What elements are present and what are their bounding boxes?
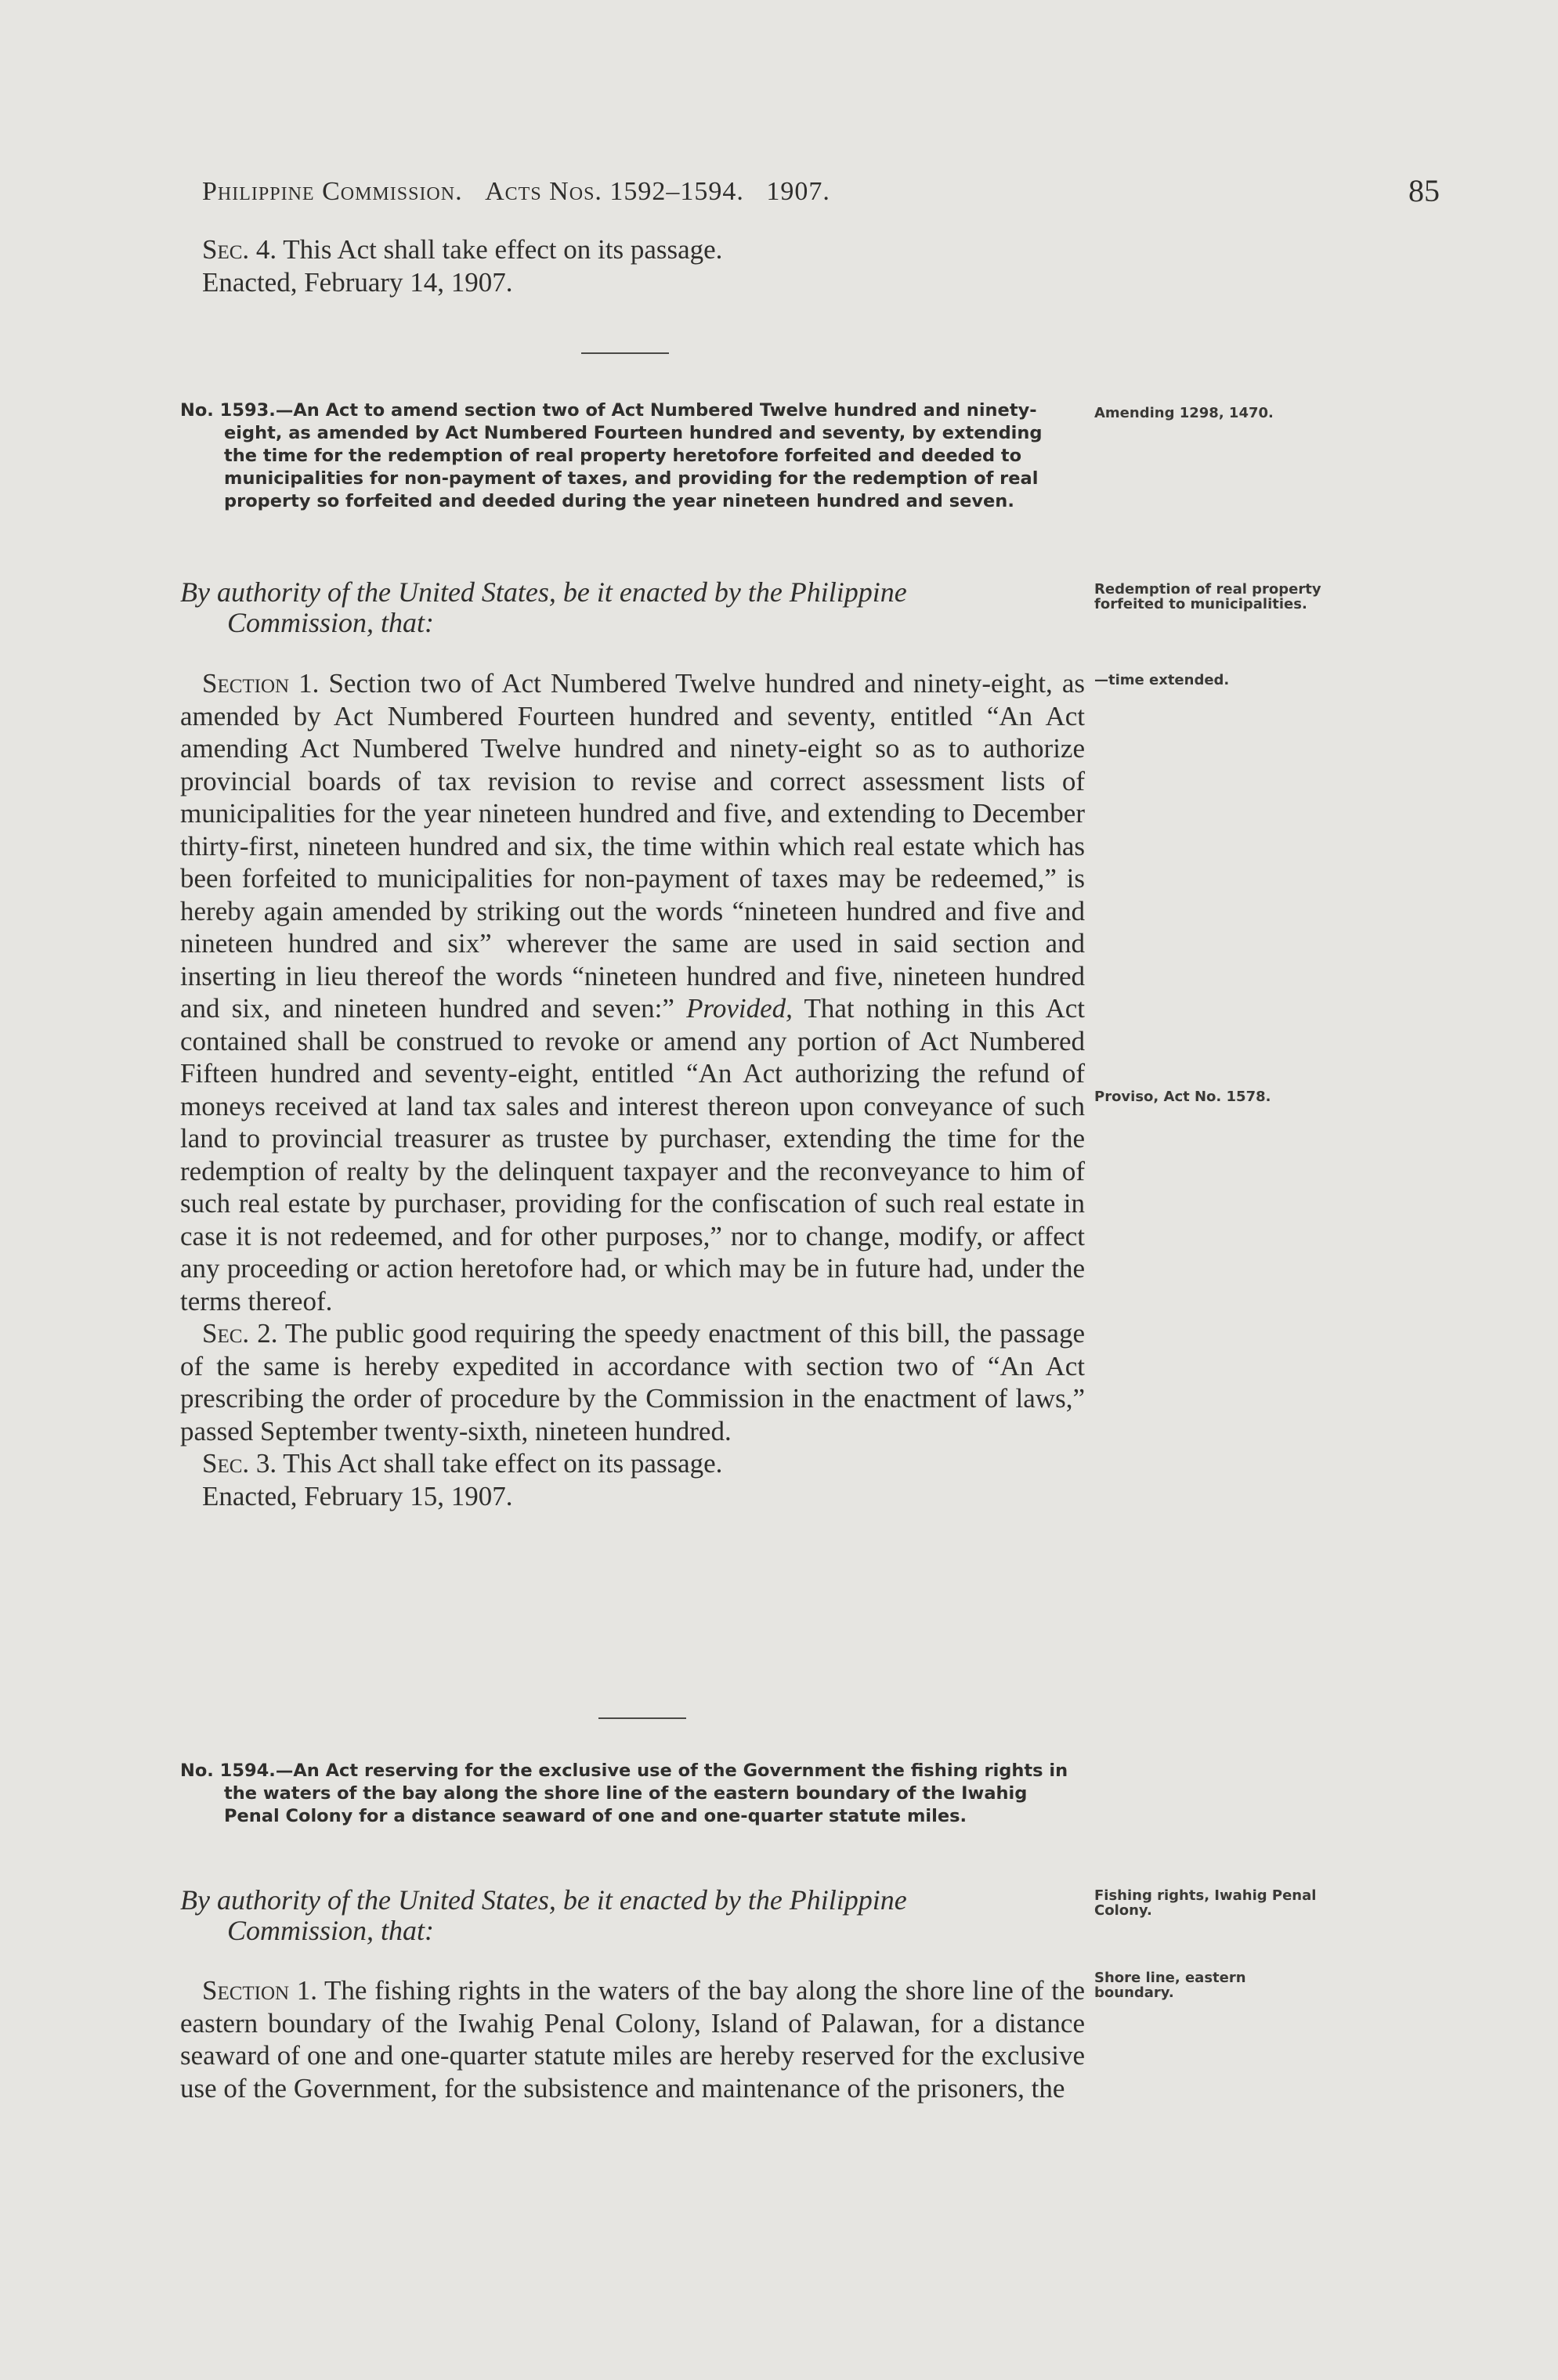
act-number: No. 1594.	[180, 1761, 276, 1781]
section-label: Sec. 2.	[202, 1318, 278, 1349]
margin-note-fishing-rights: Fishing rights, Iwahig Penal Colony.	[1094, 1887, 1317, 1919]
section-divider	[581, 352, 669, 354]
section-divider	[598, 1717, 686, 1719]
page-number: 85	[1408, 173, 1440, 208]
margin-note-proviso: Proviso, Act No. 1578.	[1094, 1089, 1271, 1105]
act-1592-section-4	[180, 233, 1085, 298]
act-number: No. 1593.	[180, 400, 276, 421]
act-1593-enacting-clause	[180, 577, 1081, 638]
running-header	[202, 177, 830, 207]
section-text: This Act shall take effect on its passage.	[277, 1448, 723, 1479]
section-text: This Act shall take effect on its passage.	[277, 234, 723, 265]
running-title-commission: Philippine Commission.	[202, 177, 463, 206]
act-1594-enacting-clause	[180, 1885, 1081, 1946]
act-1593-body	[180, 667, 1085, 1512]
margin-note-time-extended: —time extended.	[1094, 672, 1230, 688]
enacting-clause-line-2: Commission, that:	[227, 607, 435, 638]
enacting-clause-line-1: By authority of the United States, be it enacted by the Philippine	[180, 576, 907, 608]
enacted-date: Enacted, February 15, 1907.	[202, 1480, 513, 1511]
act-1593-section-1	[180, 667, 1085, 1317]
act-1594-section-1	[180, 1974, 1085, 2104]
act-title-text: —An Act to amend section two of Act Numbered Twelve hundred and ninety-eight, as amended by Act Numbered Fourteen hundred and seventy, by extending the time for the redemption of real property heretofore forfeited and deeded to municipalities for non-payment of taxes, and providing for the redemption of real property so forfeited and deeded during the year nineteen hundred and seven.	[224, 400, 1043, 511]
section-text: The public good requiring the speedy enactment of this bill, the passage of the same is hereby expedited in accordance with section two of “An Act prescribing the order of procedure by the Commission in the enactment of laws,” passed September twenty-sixth, nineteen hundred.	[180, 1318, 1085, 1446]
proviso-text: That nothing in this Act contained shall be construed to revoke or amend any portion of Act Numbered Fifteen hundred and seventy-eight, entitled “An Act authorizing the refund of moneys received at land tax sales and interest thereon upon conveyance of such land to provincial treasurer as trustee by purchaser, extending the time for the redemption of realty by the delinquent taxpayer and the reconveyance to him of such real estate by purchaser, providing for the confiscation of such real estate in case it is not redeemed, and for other purposes,” nor to change, modify, or affect any proceeding or action heretofore had, or which may be in future had, under the terms thereof.	[180, 993, 1085, 1316]
act-1594-body	[180, 1974, 1085, 2104]
running-title-year: 1907.	[766, 177, 830, 206]
enacted-date: Enacted, February 14, 1907.	[202, 266, 513, 298]
running-title-acts: Acts Nos. 1592–1594.	[485, 177, 744, 206]
margin-note-amending: Amending 1298, 1470.	[1094, 405, 1274, 421]
margin-note-shore-line: Shore line, eastern boundary.	[1094, 1970, 1246, 2001]
section-text: The fishing rights in the waters of the bay along the shore line of the eastern boundary of the Iwahig Penal Colony, Island of Palawan, for a distance seaward of one and one-quarter statute miles are hereby reserved for the exclusive use of the Government, for the subsistence and maintenance of the prisoners, the	[180, 1975, 1085, 2104]
section-label: Section 1.	[202, 1975, 318, 2006]
section-label: Sec. 3.	[202, 1448, 277, 1479]
margin-note-redemption: Redemption of real property forfeited to municipalities.	[1094, 581, 1321, 612]
act-1594-title	[180, 1760, 1081, 1828]
act-title-text: —An Act reserving for the exclusive use of the Government the fishing rights in the waters of the bay along the shore line of the eastern boundary of the Iwahig Penal Colony for a distance seaward of one and one-quarter statute miles.	[224, 1761, 1068, 1826]
act-1593-section-2	[180, 1317, 1085, 1447]
section-text: Section two of Act Numbered Twelve hundred and ninety-eight, as amended by Act Numbered Fourteen hundred and seventy, entitled “An Act amending Act Numbered Twelve hundred and ninety-eight so as to authorize provincial boards of tax revision to revise and correct assessment lists of municipalities for the year nineteen hundred and five, and extending to December thirty-first, nineteen hundred and six, the time within which real estate which has been forfeited to municipalities for non-payment of taxes may be redeemed,” is hereby again amended by striking out the words “nineteen hundred and five and nineteen hundred and six” wherever the same are used in said section and inserting in lieu thereof the words “nineteen hundred and five, nineteen hundred and six, and nineteen hundred and seven:”	[180, 668, 1085, 1024]
enacting-clause-line-1: By authority of the United States, be it enacted by the Philippine	[180, 1884, 907, 1916]
proviso-label: Provided,	[686, 993, 793, 1024]
act-1593-section-3	[180, 1447, 1085, 1480]
section-label: Section 1.	[202, 668, 320, 699]
act-1593-title	[180, 399, 1081, 513]
section-label: Sec. 4.	[202, 234, 277, 265]
enacting-clause-line-2: Commission, that:	[227, 1915, 435, 1946]
